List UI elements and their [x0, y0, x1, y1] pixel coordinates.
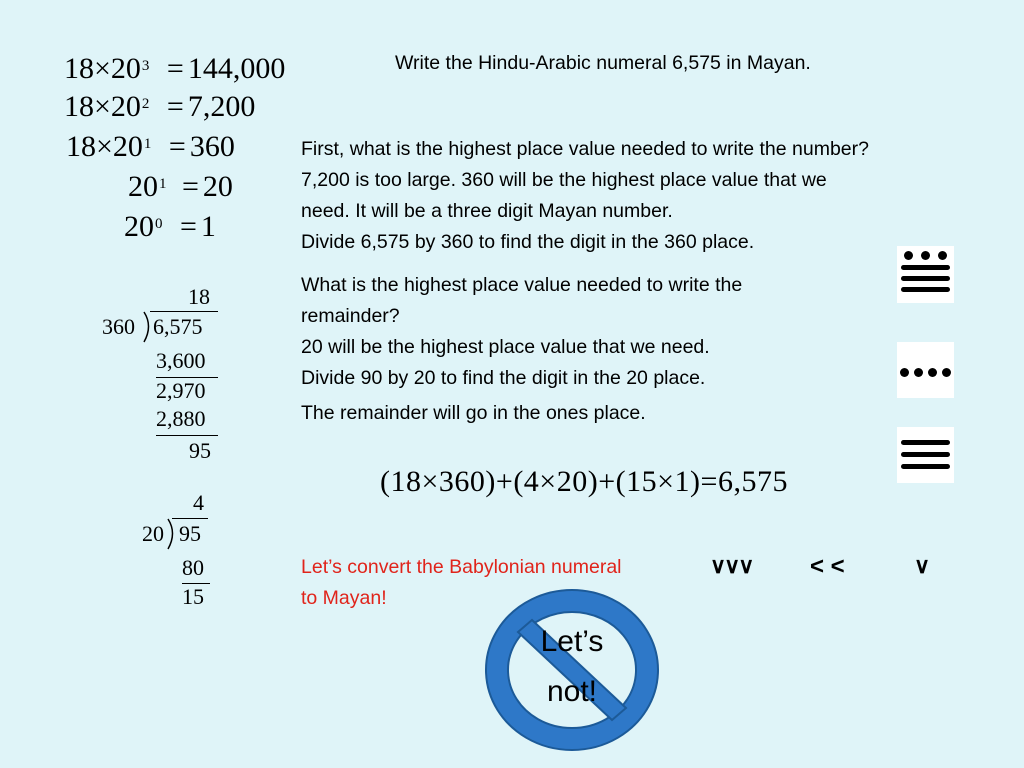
division-dividend: 95: [179, 521, 201, 546]
division-remainder-1: 2,970: [156, 378, 206, 403]
power-exponent: 0: [155, 216, 163, 232]
power-exponent: 1: [159, 176, 167, 192]
power-value: 20: [202, 170, 233, 203]
division-divisor: 20: [142, 521, 164, 546]
division-remainder-2: 95: [189, 438, 211, 463]
mayan-dot: [942, 368, 951, 377]
power-base: 18×20: [66, 130, 143, 163]
prohibited-icon: [484, 588, 660, 752]
text-line: First, what is the highest place value needed to write the number?: [301, 138, 869, 160]
division-subtrahend: 80: [182, 555, 204, 580]
equals-sign: =: [166, 52, 184, 85]
division-rule-2: [156, 435, 218, 436]
summary-equation: (18×360)+(4×20)+(15×1)=6,575: [380, 465, 788, 498]
mayan-bar: [901, 276, 950, 281]
power-row-1: [64, 52, 285, 91]
mayan-digit-4: [897, 342, 954, 398]
division-subtrahend-2: 2,880: [156, 406, 206, 431]
power-base: 20: [128, 170, 158, 203]
power-value: 1: [200, 210, 216, 243]
mayan-bar: [901, 287, 950, 292]
no-sign: [484, 588, 660, 752]
equals-sign: =: [182, 170, 199, 203]
babylonian-symbol-single: ∨: [914, 553, 931, 578]
no-sign-text-line-1: Let’s: [540, 625, 604, 658]
power-base: 18×20: [64, 52, 141, 85]
text-line: 7,200 is too large. 360 will be the highest place value that we: [301, 169, 827, 191]
power-row-4: [128, 170, 233, 209]
babylonian-symbol-ones-group: ∨∨∨: [710, 553, 753, 578]
text-line: 20 will be the highest place value that we need.: [301, 336, 710, 358]
power-row-3: [66, 130, 235, 169]
power-base: 18×20: [64, 90, 141, 123]
mayan-bar: [901, 265, 950, 270]
mayan-dot: [938, 251, 947, 260]
babylonian-prompt-line-2: to Mayan!: [301, 587, 387, 609]
text-line: Divide 6,575 by 360 to find the digit in the 360 place.: [301, 231, 755, 253]
power-value: 360: [189, 130, 235, 163]
power-base: 20: [124, 210, 154, 243]
power-exponent: 2: [141, 96, 150, 112]
division-dividend: 6,575: [153, 314, 203, 339]
equals-sign: =: [166, 90, 184, 123]
mayan-dot: [900, 368, 909, 377]
text-line: remainder?: [301, 305, 400, 327]
mayan-bar: [901, 452, 950, 457]
mayan-digit-18: [897, 246, 954, 303]
division-quotient: 18: [188, 284, 210, 309]
power-value: 144,000: [187, 52, 286, 85]
mayan-dot: [914, 368, 923, 377]
division-quotient: 4: [193, 490, 204, 515]
text-line: need. It will be a three digit Mayan number.: [301, 200, 673, 222]
no-sign-text-line-2: not!: [546, 675, 598, 708]
babylonian-symbol-tens-group: < <: [810, 553, 845, 580]
explanation-step-3: The remainder will go in the ones place.: [301, 402, 646, 424]
mayan-dot: [921, 251, 930, 260]
mayan-dot: [904, 251, 913, 260]
mayan-dot: [928, 368, 937, 377]
text-line: What is the highest place value needed to write the: [301, 274, 743, 296]
power-row-5: [124, 210, 216, 249]
mayan-digit-15: [897, 427, 954, 483]
power-value: 7,200: [187, 90, 256, 123]
babylonian-prompt-line-1: Let’s convert the Babylonian numeral: [301, 556, 622, 578]
equals-sign: =: [180, 210, 197, 243]
division-remainder: 15: [182, 584, 204, 609]
mayan-bar: [901, 440, 950, 445]
text-line: Divide 90 by 20 to find the digit in the 20 place.: [301, 367, 706, 389]
power-exponent: 3: [141, 58, 150, 74]
power-exponent: 1: [143, 136, 152, 152]
division-subtrahend-1: 3,600: [156, 348, 206, 373]
mayan-bar: [901, 464, 950, 469]
division-divisor: 360: [102, 314, 135, 339]
division-bar: [150, 311, 218, 312]
problem-prompt: Write the Hindu-Arabic numeral 6,575 in Mayan.: [395, 52, 811, 74]
equals-sign: =: [168, 130, 186, 163]
power-row-2: [64, 90, 255, 129]
division-bracket: [166, 518, 178, 550]
